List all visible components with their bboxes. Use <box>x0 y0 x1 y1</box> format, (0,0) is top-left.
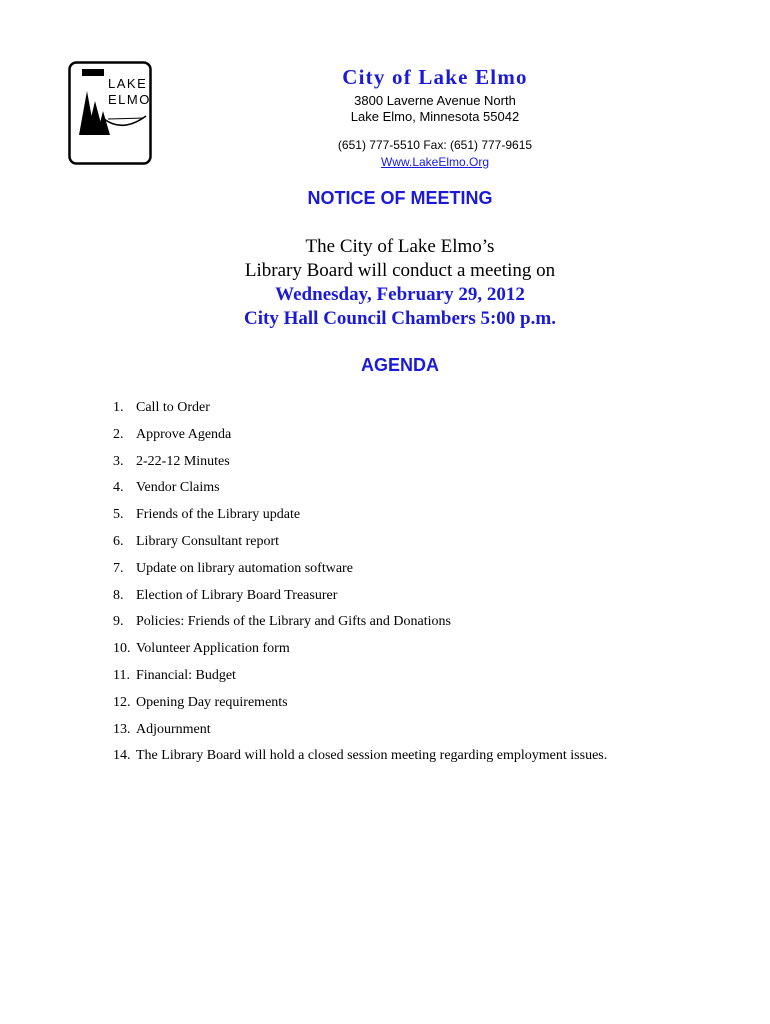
agenda-item <box>113 693 733 720</box>
agenda-item-number: 2. <box>113 426 124 442</box>
agenda-item <box>113 746 733 773</box>
agenda-item-text: Election of Library Board Treasurer <box>136 587 338 603</box>
agenda-item <box>113 478 733 505</box>
agenda-item-number: 9. <box>113 614 124 630</box>
intro-line-2: Library Board will conduct a meeting on <box>244 260 556 281</box>
agenda-item-text: Volunteer Application form <box>136 641 290 657</box>
meeting-date: Wednesday, February 29, 2012 <box>275 284 525 305</box>
agenda-item-text: Adjournment <box>136 721 211 737</box>
agenda-item-text: Vendor Claims <box>136 480 220 496</box>
agenda-list <box>113 398 733 773</box>
agenda-item <box>113 639 733 666</box>
agenda-item-text: Policies: Friends of the Library and Gifts and Donations <box>136 614 451 630</box>
city-title: City of Lake Elmo <box>342 65 528 89</box>
agenda-item-number: 8. <box>113 587 124 603</box>
meeting-intro <box>120 235 680 331</box>
agenda-item-number: 3. <box>113 453 124 469</box>
logo-line2: ELMO <box>108 92 151 107</box>
agenda-item <box>113 612 733 639</box>
agenda-item-number: 11. <box>113 667 130 683</box>
address-line-2: Lake Elmo, Minnesota 55042 <box>350 109 520 124</box>
agenda-item <box>113 666 733 693</box>
logo-line1: LAKE <box>108 76 148 91</box>
phone-fax: (651) 777-5510 Fax: (651) 777-9615 <box>337 138 533 152</box>
agenda-item-number: 5. <box>113 507 124 523</box>
agenda-item <box>113 532 733 559</box>
agenda-item-text: Approve Agenda <box>136 426 232 442</box>
notice-title: NOTICE OF MEETING <box>307 188 493 208</box>
agenda-item <box>113 586 733 613</box>
agenda-item <box>113 452 733 479</box>
address-line-1: 3800 Laverne Avenue North <box>354 93 516 108</box>
agenda-item <box>113 425 733 452</box>
logo-top-text: CITY OF <box>82 71 104 77</box>
agenda-item-text: The Library Board will hold a closed session meeting regarding employment issues. <box>136 748 608 764</box>
meeting-location-time: City Hall Council Chambers 5:00 p.m. <box>244 308 556 329</box>
agenda-item-number: 13. <box>113 721 131 737</box>
agenda-item-text: Call to Order <box>136 400 210 415</box>
agenda-item-text: Financial: Budget <box>136 667 236 683</box>
agenda-item <box>113 398 733 425</box>
agenda-item-number: 12. <box>113 694 131 710</box>
agenda-item-number: 7. <box>113 560 124 576</box>
agenda-item-number: 14. <box>113 748 131 764</box>
agenda-item-text: Friends of the Library update <box>136 507 301 523</box>
agenda-item-text: Opening Day requirements <box>136 694 288 710</box>
city-seal-icon <box>68 61 152 165</box>
agenda-item <box>113 505 733 532</box>
agenda-item-text: 2-22-12 Minutes <box>136 453 230 469</box>
agenda-item-number: 6. <box>113 533 124 549</box>
agenda-item <box>113 559 733 586</box>
agenda-item-number: 4. <box>113 480 124 496</box>
agenda-item-text: Library Consultant report <box>136 533 280 549</box>
agenda-item <box>113 720 733 747</box>
agenda-item-number: 10. <box>113 641 131 657</box>
agenda-item-text: Update on library automation software <box>136 560 353 576</box>
agenda-item-number: 1. <box>113 400 124 415</box>
website-link[interactable]: Www.LakeElmo.Org <box>380 155 490 169</box>
city-logo <box>68 61 152 165</box>
agenda-title: AGENDA <box>360 355 439 375</box>
letterhead <box>220 64 650 171</box>
intro-line-1: The City of Lake Elmo’s <box>305 236 495 257</box>
